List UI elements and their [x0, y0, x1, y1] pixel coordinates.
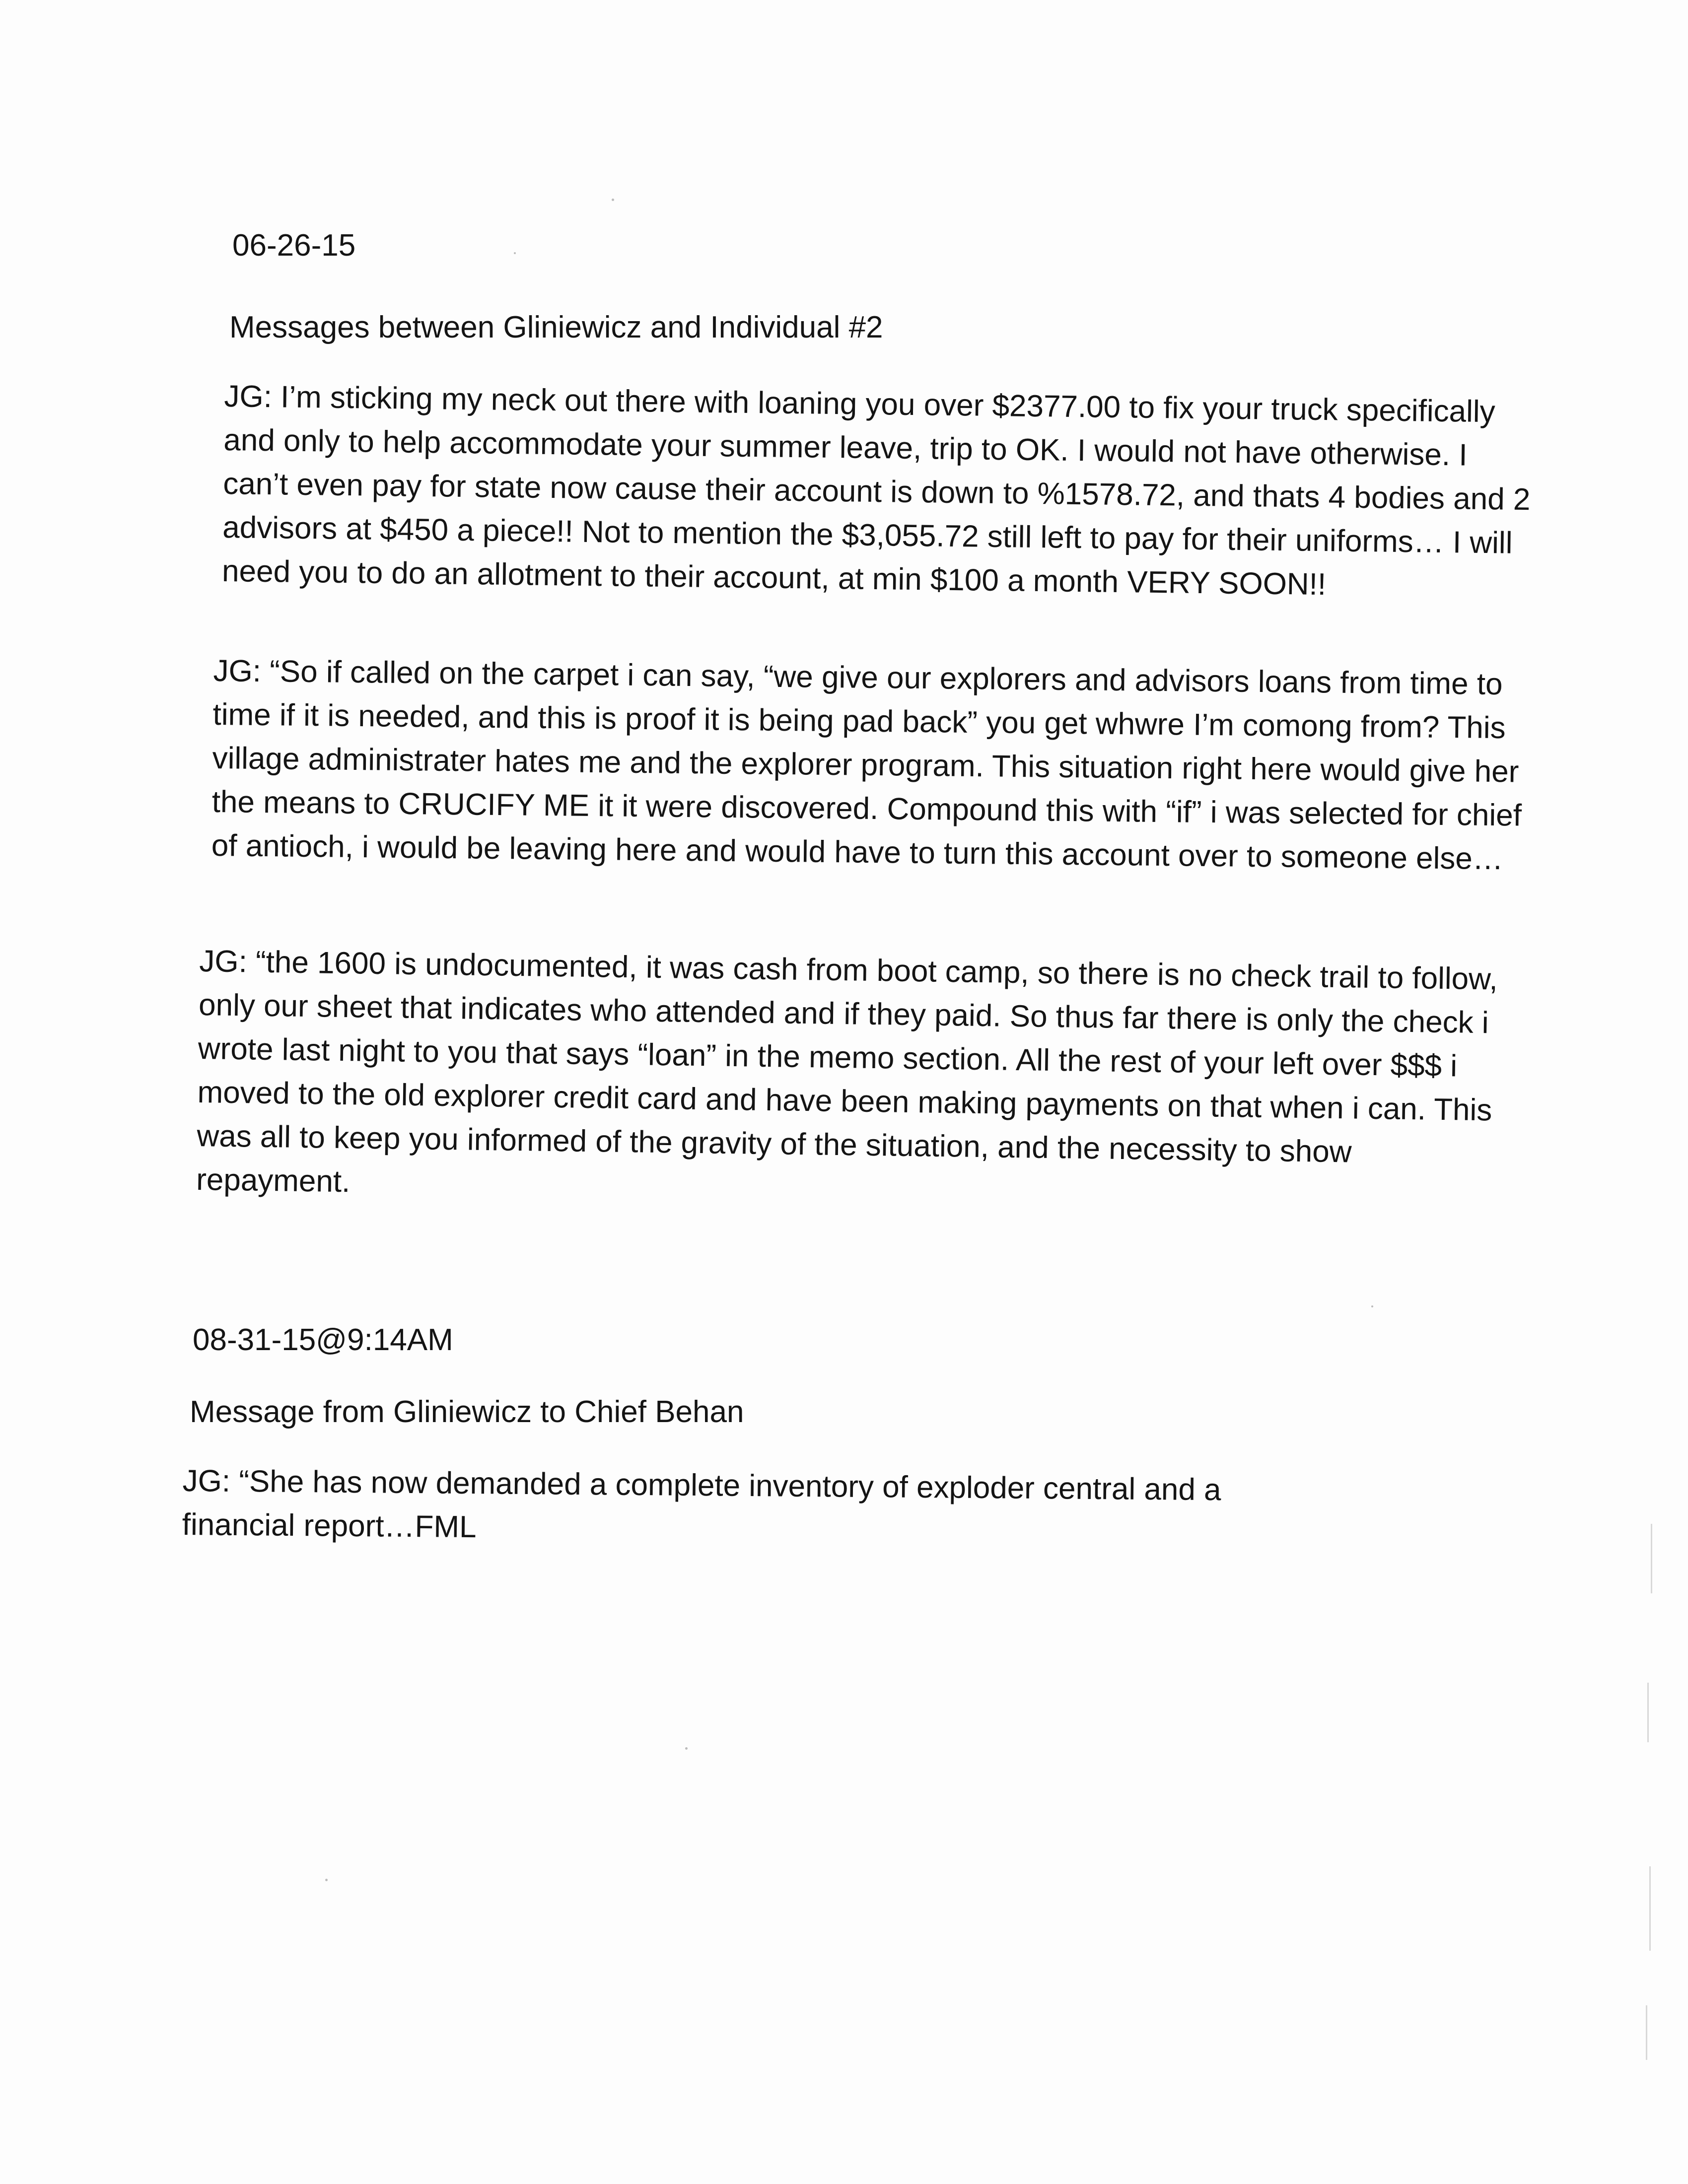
scan-speck	[1371, 1305, 1373, 1307]
entry-heading: Messages between Gliniewicz and Individual #2	[229, 310, 883, 344]
scan-edge-mark	[1649, 1866, 1651, 1951]
scan-edge-mark	[1647, 1683, 1649, 1742]
scan-edge-mark	[1646, 2005, 1647, 2060]
entry-heading: Message from Gliniewicz to Chief Behan	[190, 1395, 744, 1429]
entry-date: 06-26-15	[232, 228, 356, 263]
scan-speck	[325, 1879, 328, 1881]
message-paragraph: JG: “She has now demanded a complete inventory of exploder central and a financial report…FML	[182, 1463, 1221, 1545]
entry-date: 08-31-15@9:14AM	[193, 1323, 453, 1357]
message-paragraph: JG: “So if called on the carpet i can say, “we give our explorers and advisors loans from time to time if it is needed, and this is proof it is being pad back” you get whwre I’m comong from? This village administrater hates me and the explorer program. This situation right here would give her the means to CRUCIFY ME it it were discovered. Compound this with “if” i was selected for chief of antioch, i would be leaving here and would have to turn this account over to someone else…	[211, 653, 1522, 877]
message-paragraph: JG: “the 1600 is undocumented, it was cash from boot camp, so there is no check trail to follow, only our sheet that indicates who attended and if they paid. So thus far there is only the check i wrote last night to you that says “loan” in the memo section. All the rest of your left over $$$ i moved to the old explorer credit card and have been making payments on that when i can. This was all to keep you informed of the gravity of the situation, and the necessity to show repayment.	[196, 944, 1498, 1199]
message-paragraph: JG: I’m sticking my neck out there with loaning you over $2377.00 to fix your truck specifically and only to help accommodate your summer leave, trip to OK. I would not have otherwise. I can’t even pay for state now cause their account is down to %1578.72, and thats 4 bodies and 2 advisors at $450 a piece!! Not to mention the $3,055.72 still left to pay for their uniforms… I will need you to do an allotment to their account, at min $100 a month VERY SOON!!	[221, 379, 1531, 602]
scan-speck	[514, 252, 516, 254]
scan-speck	[685, 1747, 688, 1750]
scan-speck	[612, 199, 614, 201]
scan-edge-mark	[1651, 1524, 1652, 1593]
